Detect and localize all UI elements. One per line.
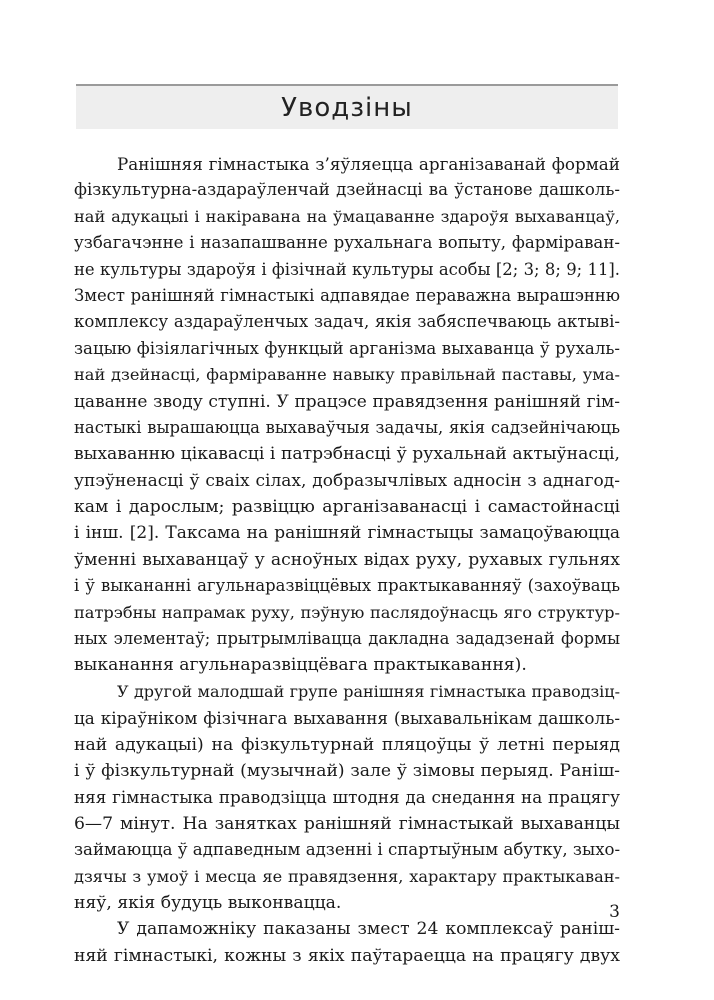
- text-line: выканання агульнаразвіццёвага практыкавання).: [74, 655, 527, 676]
- body-text: [74, 151, 620, 969]
- text-line: настыкі вырашаюцца выхаваўчыя задачы, якія садзейнічаюць: [74, 417, 620, 437]
- text-line: ўменні выхаванцаў у асноўных відах руху, рухавых гульнях: [74, 549, 620, 570]
- text-line: кам і дарослым; развіццю арганізаванасці і самастойнасці: [74, 497, 620, 518]
- text-line: няў, якія будуць выконвацца.: [74, 892, 342, 913]
- text-line: ца кіраўніком фізічнага выхавання (выхавальнікам дашколь-: [74, 708, 620, 729]
- text-line: У другой малодшай групе ранішняя гімнастыка праводзіц-: [117, 681, 620, 701]
- text-line: зацыю фізіялагічных функцый арганізма выхаванца ў рухаль-: [74, 338, 620, 358]
- text-line: най дзейнасці, фарміраванне навыку правільнай паставы, ума-: [74, 365, 620, 385]
- text-line: най адукацыі і накіравана на ўмацаванне здароўя выхаванцаў,: [74, 206, 620, 226]
- text-line: комплексу аздараўленчых задач, якія забяспечваюць актыві-: [74, 312, 620, 332]
- text-line: і ў фізкультурнай (музычнай) зале ў зімовы перыяд. Раніш-: [74, 760, 620, 781]
- text-line: займаюцца ў адпаведным адзенні і спартыўным абутку, зыхо-: [74, 840, 620, 860]
- text-line: не культуры здароўя і фізічнай культуры асобы [2; 3; 8; 9; 11].: [74, 259, 620, 279]
- text-line: і інш. [2]. Таксама на ранішняй гімнастыцы замацоўваюцца: [74, 523, 620, 544]
- text-line: 6—7 мінут. На занятках ранішняй гімнастыкай выхаванцы: [74, 813, 620, 834]
- text-line: У дапаможніку паказаны змест 24 комплексаў раніш-: [117, 919, 620, 940]
- text-line: дзячы з умоў і месца яе правядзення, характару практыкаван-: [74, 866, 620, 886]
- text-line: няй гімнастыкі, кожны з якіх паўтараецца на працягу двух: [74, 945, 620, 966]
- text-line: ных элементаў; прытрымлівацца дакладна зададзенай формы: [74, 629, 620, 649]
- chapter-title: Уводзіны: [281, 92, 413, 123]
- text-line: выхаванню цікавасці і патрэбнасці ў рухальнай актыўнасці,: [74, 444, 620, 465]
- text-line: Ранішняя гімнастыка з’яўляецца арганізаванай формай: [117, 154, 620, 174]
- page-number: 3: [609, 902, 620, 922]
- text-line: най адукацыі) на фізкультурнай пляцоўцы ў летні перыяд: [74, 734, 620, 755]
- chapter-header: [76, 84, 618, 129]
- text-line: няя гімнастыка праводзіцца штодня да снедання на працягу: [74, 787, 620, 808]
- text-line: упэўненасці ў сваіх сілах, добразычлівых адносін з аднагод-: [74, 470, 620, 491]
- text-line: Змест ранішняй гімнастыкі адпавядае пераважна вырашэнню: [74, 285, 620, 305]
- text-line: цаванне зводу ступні. У працэсе правядзення ранішняй гім-: [74, 391, 620, 412]
- text-line: патрэбны напрамак руху, пэўную паслядоўнасць яго структур-: [74, 602, 620, 622]
- text-line: фізкультурна-аздараўленчай дзейнасці ва ўстанове дашколь-: [74, 180, 620, 200]
- text-line: і ў выкананні агульнаразвіццёвых практыкаванняў (захоўваць: [74, 576, 620, 596]
- text-line: узбагачэнне і назапашванне рухальнага вопыту, фарміраван-: [74, 233, 620, 253]
